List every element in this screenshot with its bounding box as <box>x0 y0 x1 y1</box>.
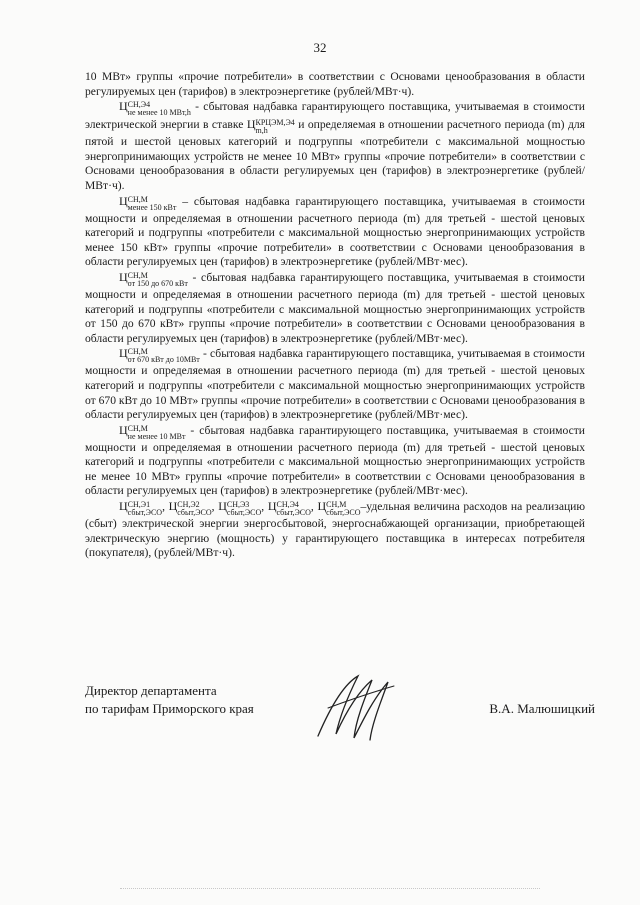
sales-cost-symbol-indices <box>128 501 162 517</box>
scan-artifact-line <box>120 888 540 893</box>
inline-tariff-symbol-subscript: m,h <box>255 126 268 136</box>
definition-paragraph <box>85 423 585 499</box>
final-definition-paragraph <box>85 499 585 561</box>
tariff-symbol-indices <box>128 348 200 364</box>
tariff-symbol-superscript: СН,М <box>127 194 148 204</box>
tariff-symbol-superscript: СН,М <box>127 347 148 357</box>
sales-cost-symbol-superscript: СН,Э2 <box>177 500 200 510</box>
tariff-symbol <box>119 99 191 118</box>
inline-tariff-symbol <box>246 117 295 136</box>
sales-cost-symbol-subscript: сбыт,ЭСО <box>276 508 311 518</box>
definition-paragraph <box>85 194 585 270</box>
tariff-symbol <box>119 346 200 365</box>
tariff-symbol-base: Ц <box>119 346 128 361</box>
tariff-symbol <box>119 422 186 441</box>
sales-cost-symbol-base: Ц <box>317 499 327 514</box>
document-body <box>85 70 585 561</box>
signatory-name: В.А. Малюшицкий <box>489 701 595 716</box>
symbol-separator: , <box>211 500 219 514</box>
sales-cost-symbol-indices <box>227 501 261 517</box>
sales-cost-symbol-base: Ц <box>267 499 277 514</box>
tariff-symbol-base: Ц <box>119 193 128 208</box>
signatory-title-line-1: Директор департамента <box>85 683 217 698</box>
sales-cost-symbol-subscript: сбыт,ЭСО <box>127 508 163 518</box>
tariff-symbol-subscript: от 670 кВт до 10МВт <box>127 355 200 365</box>
definition-text: - сбытовая надбавка гарантирующего поставщика, учитываемая в стоимости мощности и определяемая в отношении расчетного периода (m) для третьей - шестой ценовых категорий и подгруппы «потребители с максимальной мощностью энергопринимающих устройств не менее 10 МВт» группы «прочие потребители» в соответствии с Основами ценообразования в области регулируемых цен (тарифов) в электроэнергетике (рублей/МВт·мес). <box>85 423 585 498</box>
definition-text: - сбытовая надбавка гарантирующего поставщика, учитываемая в стоимости мощности и определяемая в отношении расчетного периода (m) для третьей - шестой ценовых категорий и подгруппы «потребители с максимальной мощностью энергопринимающих устройств от 150 до 670 кВт» группы «прочие потребители» в соответствии с Основами ценообразования в области регулируемых цен (тарифов) в электроэнергетике (рублей/МВт·мес). <box>85 270 585 345</box>
continuation-paragraph: 10 МВт» группы «прочие потребители» в соответствии с Основами ценообразования в области регулируемых цен (тарифов) в электроэнергетике (рублей/МВт·ч). <box>85 70 585 98</box>
definition-paragraph <box>85 99 585 193</box>
sales-cost-symbol-superscript: СН,Э3 <box>226 500 250 510</box>
definition-paragraph <box>85 346 585 422</box>
tariff-symbol-superscript: СН,М <box>127 270 148 280</box>
tariff-symbol-indices <box>128 196 177 212</box>
sales-cost-symbol-base: Ц <box>119 499 128 514</box>
sales-cost-symbol-superscript: СН,Э4 <box>276 500 299 510</box>
inline-tariff-symbol-indices <box>256 119 295 135</box>
sales-cost-symbol-indices <box>177 501 211 517</box>
final-definition-text: –удельная величина расходов на реализацию (сбыт) электрической энергии энергосбытовой, энергоснабжающей организации, приобретающей электрическую энергию (мощность) у гарантирующего поставщика в интересах потребителя (покупателя), (рублей/МВт·ч). <box>85 500 586 560</box>
definition-text: - сбытовая надбавка гарантирующего поставщика, учитываемая в стоимости мощности и определяемая в отношении расчетного периода (m) для третьей - шестой ценовых категорий и подгруппы «потребители с максимальной мощностью энергопринимающих устройств от 670 кВт до 10 МВт» группы «прочие потребители» в соответствии с Основами ценообразования в области регулируемых цен (тарифов) в электроэнергетике (рублей/МВт·мес). <box>85 347 585 422</box>
sales-cost-symbol <box>317 499 361 518</box>
sales-cost-symbol-base: Ц <box>218 499 227 514</box>
sales-cost-symbol <box>218 499 262 518</box>
tariff-symbol-subscript: менее 150 кВт <box>127 202 177 212</box>
signatory-title <box>85 682 254 718</box>
page-number: 32 <box>313 40 327 55</box>
tariff-symbol-indices <box>128 272 188 288</box>
definition-text: – сбытовая надбавка гарантирующего поставщика, учитываемая в стоимости мощности и определяемая в отношении расчетного периода (m) для третьей - шестой ценовых категорий и подгруппы «потребители с максимальной мощностью энергопринимающих устройств менее 150 кВт» группы «прочие потребители» в соответствии с Основами ценообразования в области регулируемых цен (тарифов) в электроэнергетике (рублей/МВт·мес). <box>85 194 585 269</box>
sales-cost-symbol <box>119 499 163 518</box>
sales-cost-symbol-subscript: сбыт,ЭСО <box>226 508 262 518</box>
symbol-separator: , <box>162 500 169 514</box>
sales-cost-symbol <box>168 499 212 518</box>
tariff-symbol-superscript: СН,Э4 <box>127 100 151 110</box>
tariff-symbol-subscript: не менее 10 МВт,h <box>127 108 191 118</box>
sales-cost-symbol-superscript: СН,М <box>326 500 347 510</box>
handwritten-signature <box>310 668 400 748</box>
sales-cost-symbol-subscript: сбыт,ЭСО <box>177 508 212 518</box>
definition-paragraph <box>85 270 585 346</box>
sales-cost-symbol-superscript: СН,Э1 <box>127 500 151 510</box>
definition-text: - сбытовая надбавка гарантирующего поставщика, учитываемая в стоимости электрической энергии в ставке <box>85 100 585 132</box>
symbol-separator: , <box>261 500 268 514</box>
signatory-title-line-2: по тарифам Приморского края <box>85 701 254 716</box>
sales-cost-symbol-subscript: сбыт,ЭСО <box>326 508 361 518</box>
tariff-symbol-base: Ц <box>119 269 128 284</box>
tariff-symbol <box>119 193 177 212</box>
sales-cost-symbol-indices <box>326 501 360 517</box>
definition-text-continued: и определяемая в отношении расчетного периода (m) для пятой и шестой ценовых категорий и подгруппы «потребители с максимальной мощностью энергопринимающих устройств не менее 10 МВт» группы «прочие потребители» в соответствии с Основами ценообразования в области регулируемых цен (тарифов) в электроэнергетике (рублей/МВт·ч). <box>85 118 585 192</box>
symbol-separator: , <box>310 500 318 514</box>
tariff-symbol-base: Ц <box>119 99 128 114</box>
tariff-symbol-subscript: не менее 10 МВт <box>127 431 186 441</box>
tariff-symbol-indices <box>128 101 191 117</box>
tariff-symbol-superscript: СН,М <box>127 423 148 433</box>
tariff-symbol-base: Ц <box>119 422 128 437</box>
sales-cost-symbol-indices <box>277 501 311 517</box>
sales-cost-symbol-base: Ц <box>168 499 178 514</box>
tariff-symbol-indices <box>128 425 186 441</box>
signature-block <box>85 682 595 742</box>
tariff-symbol-subscript: от 150 до 670 кВт <box>127 278 188 288</box>
inline-tariff-symbol-base: Ц <box>246 117 256 132</box>
tariff-symbol <box>119 269 188 288</box>
sales-cost-symbol <box>267 499 311 518</box>
inline-tariff-symbol-superscript: КРЦЭМ,Э4 <box>255 118 295 128</box>
